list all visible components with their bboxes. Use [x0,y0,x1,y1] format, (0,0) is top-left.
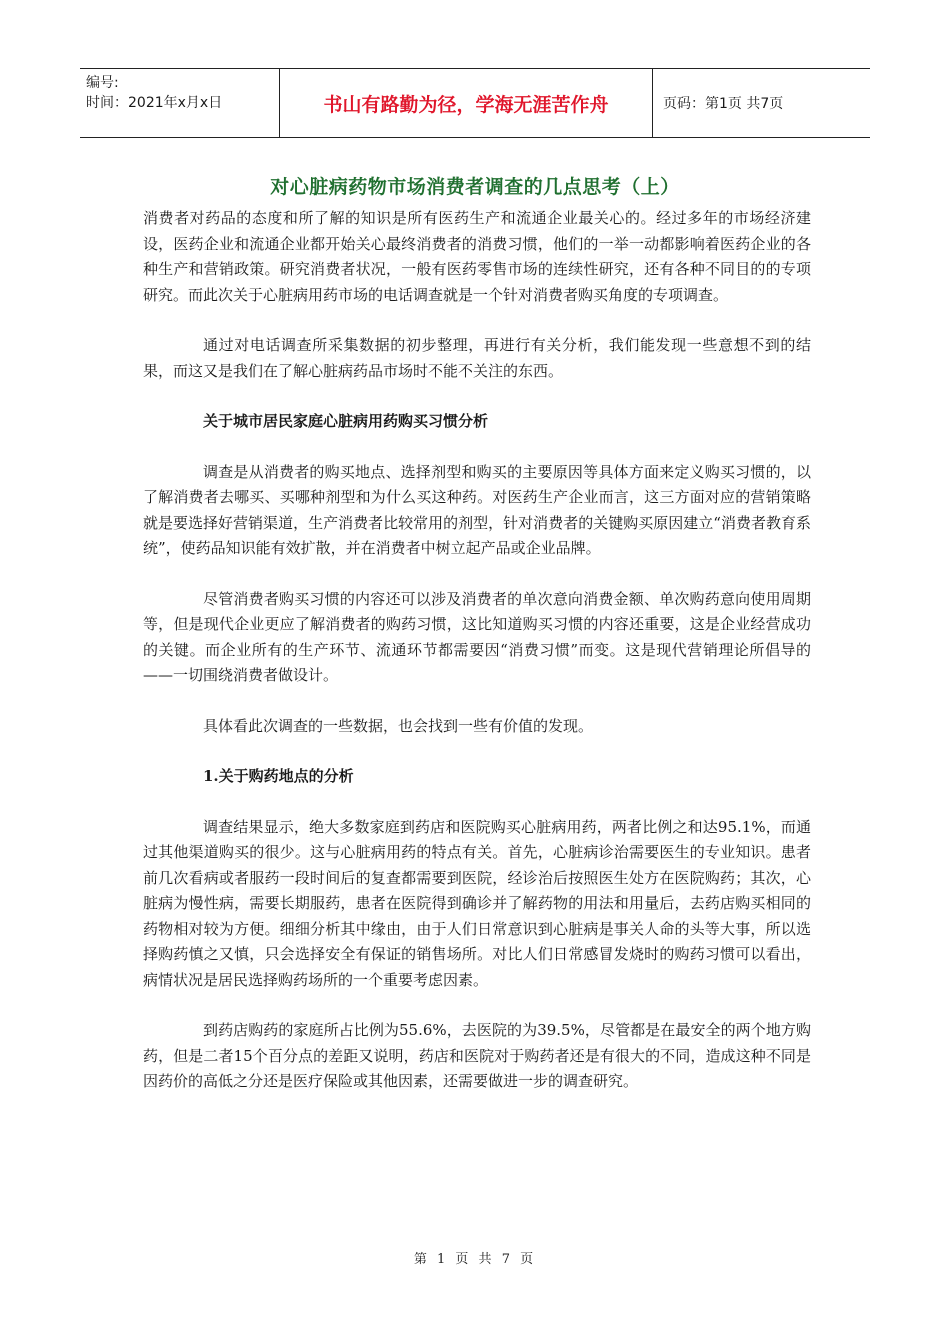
paragraph: 通过对电话调查所采集数据的初步整理，再进行有关分析，我们能发现一些意想不到的结果，而这又是我们在了解心脏病药品市场时不能不关注的东西。 [143,336,811,380]
paragraph: 调查是从消费者的购买地点、选择剂型和购买的主要原因等具体方面来定义购买习惯的，以了解消费者去哪买、买哪种剂型和为什么买这种药。对医药生产企业而言，这三方面对应的营销策略就是要选择好营销渠道，生产消费者比较常用的剂型，针对消费者的关键购买原因建立“消费者教育系统”，使药品知识能有效扩散，并在消费者中树立起产品或企业品牌。 [143,462,811,557]
paragraph: 尽管消费者购买习惯的内容还可以涉及消费者的单次意向消费金额、单次购药意向使用周期等，但是现代企业更应了解消费者的购药习惯，这比知道购买习惯的内容还重要，这是企业经营成功的关键。而企业所有的生产环节、流通环节都需要因“消费习惯”而变。这是现代营销理论所倡导的——一切围绕消费者做设计。 [143,589,811,684]
document-body [143,206,811,1095]
document-date: 时间：2021年x月x日 [86,95,223,111]
section-heading: 1.关于购药地点的分析 [203,767,354,785]
page-footer: 第 1 页 共 7 页 [413,1252,537,1267]
document-title: 对心脏病药物市场消费者调查的几点思考（上） [270,176,680,198]
header-motto: 书山有路勤为径，学海无涯苦作舟 [280,69,653,137]
paragraph: 到药店购药的家庭所占比例为55.6%，去医院的为39.5%，尽管都是在最安全的两个地方购药，但是二者15个百分点的差距又说明，药店和医院对于购药者还是有很大的不同，造成这种不同是因药价的高低之分还是医疗保险或其他因素，还需要做进一步的调查研究。 [143,1021,811,1090]
document-number: 编号: [86,75,119,91]
header-table [80,68,870,138]
paragraph: 具体看此次调查的一些数据，也会找到一些有价值的发现。 [203,716,594,735]
paragraph: 调查结果显示，绝大多数家庭到药店和医院购买心脏病用药，两者比例之和达95.1%，而通过其他渠道购买的很少。这与心脏病用药的特点有关。首先，心脏病诊治需要医生的专业知识。患者前几次看病或者服药一段时间后的复查都需要到医院，经诊治后按照医生处方在医院购药；其次，心脏病为慢性病，需要长期服药，患者在医院得到确诊并了解药物的用法和用量后，去药店购买相同的药物相对较为方便。细细分析其中缘由，由于人们日常意识到心脏病是事关人命的头等大事，所以选择购药慎之又慎，只会选择安全有保证的销售场所。对比人们日常感冒发烧时的购药习惯可以看出，病情状况是居民选择购药场所的一个重要考虑因素。 [143,817,811,989]
paragraph: 消费者对药品的态度和所了解的知识是所有医药生产和流通企业最关心的。经过多年的市场经济建设，医药企业和流通企业都开始关心最终消费者的消费习惯，他们的一举一动都影响着医药企业的各种生产和营销政策。研究消费者状况，一般有医药零售市场的连续性研究，还有各种不同目的的专项研究。而此次关于心脏病用药市场的电话调查就是一个针对消费者购买角度的专项调查。 [143,209,811,304]
section-heading: 关于城市居民家庭心脏病用药购买习惯分析 [203,412,489,430]
header-page-info: 页码：第1页 共7页 [663,96,784,112]
header-meta [80,69,280,137]
